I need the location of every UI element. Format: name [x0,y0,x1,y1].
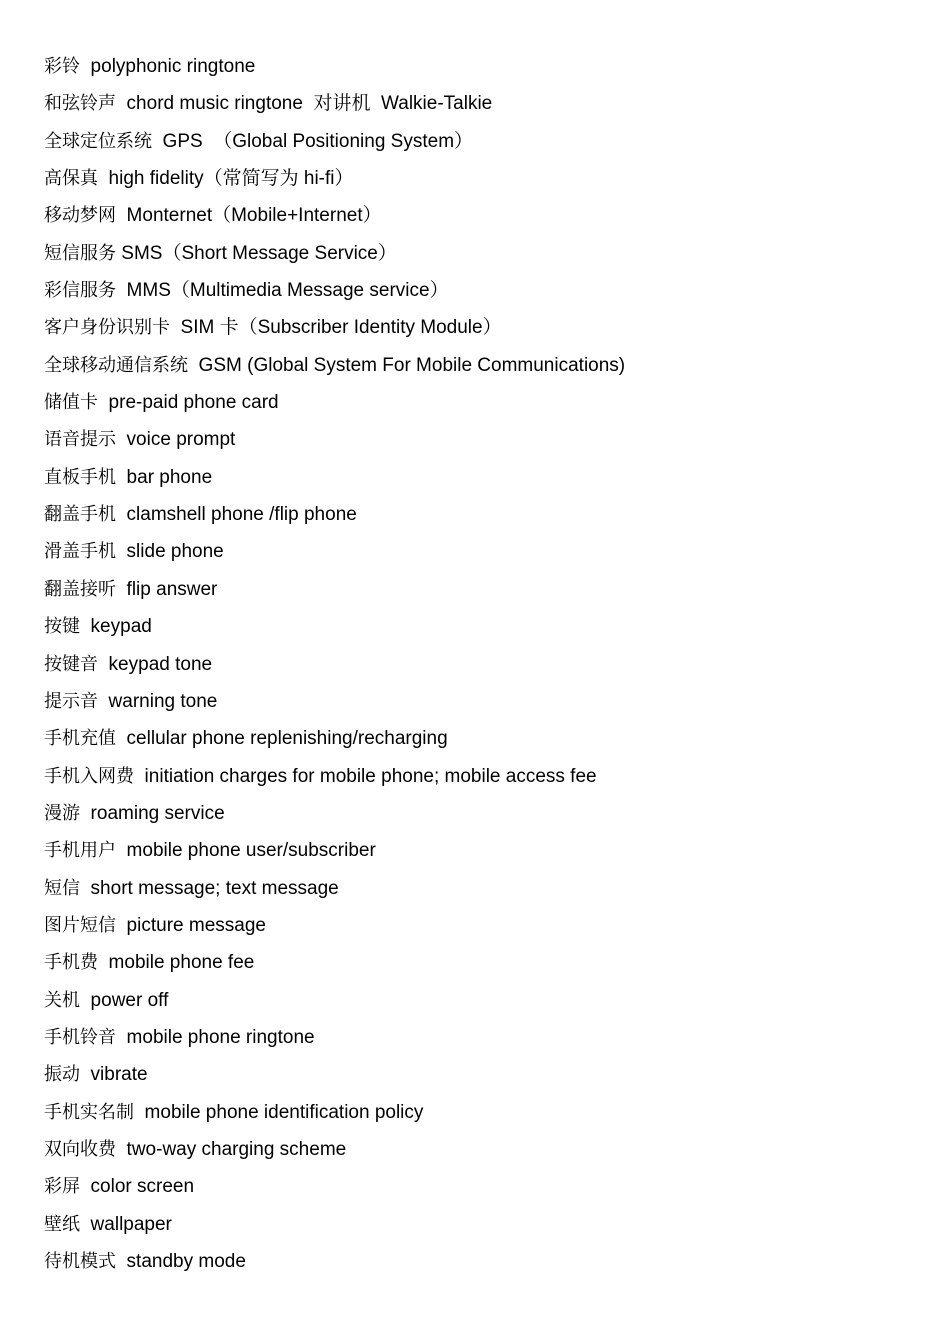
chinese-term: 手机实名制 [44,1101,134,1123]
glossary-entry [44,683,924,720]
english-term: voice prompt [116,429,236,451]
english-term: pre-paid phone card [98,392,279,414]
chinese-term: 手机费 [44,952,98,974]
glossary-entry [44,533,924,570]
glossary-entry [44,1019,924,1056]
glossary-entry [44,870,924,907]
glossary-entry [44,944,924,981]
chinese-term: 短信服务 [44,242,116,264]
chinese-term: 彩屏 [44,1176,80,1198]
glossary-entry [44,272,924,309]
chinese-term: 手机用户 [44,840,116,862]
glossary-entry [44,384,924,421]
glossary-entry [44,758,924,795]
chinese-term: 客户身份识别卡 [44,317,170,339]
english-term: cellular phone replenishing/recharging [116,728,448,750]
glossary-entry [44,197,924,234]
chinese-term: 按键 [44,616,80,638]
english-term: chord music ringtone 对讲机 Walkie-Talkie [116,93,493,115]
english-term: keypad [80,616,152,638]
glossary-entry [44,309,924,346]
chinese-term: 手机入网费 [44,765,134,787]
glossary-entry [44,1206,924,1243]
chinese-term: 彩信服务 [44,280,116,302]
english-term: two-way charging scheme [116,1138,347,1160]
english-term: polyphonic ringtone [80,56,256,77]
glossary-entry [44,646,924,683]
english-term: color screen [80,1176,195,1198]
chinese-term: 全球定位系统 [44,130,152,152]
english-term: vibrate [80,1064,148,1086]
chinese-term: 按键音 [44,653,98,675]
english-term: GPS （Global Positioning System） [152,130,474,152]
chinese-term: 短信 [44,877,80,899]
english-term: slide phone [116,541,224,563]
chinese-term: 手机充值 [44,728,116,750]
glossary-entry [44,1168,924,1205]
glossary-entry [44,608,924,645]
english-term: power off [80,989,169,1011]
chinese-term: 和弦铃声 [44,93,116,115]
glossary-entry [44,235,924,272]
english-term: mobile phone ringtone [116,1026,315,1048]
chinese-term: 待机模式 [44,1251,116,1272]
glossary-entry [44,1131,924,1168]
chinese-term: 提示音 [44,690,98,712]
chinese-term: 振动 [44,1064,80,1086]
chinese-term: 高保真 [44,168,98,190]
chinese-term: 关机 [44,989,80,1011]
english-term: standby mode [116,1251,246,1272]
chinese-term: 移动梦网 [44,205,116,227]
chinese-term: 直板手机 [44,466,116,488]
glossary-entry [44,1056,924,1093]
chinese-term: 语音提示 [44,429,116,451]
english-term: GSM (Global System For Mobile Communications) [188,354,626,376]
english-term: MMS（Multimedia Message service） [116,280,449,302]
english-term: high fidelity（常简写为 hi-fi） [98,168,354,190]
glossary-entry [44,123,924,160]
english-term: Monternet（Mobile+Internet） [116,205,382,227]
chinese-term: 滑盖手机 [44,541,116,563]
chinese-term: 彩铃 [44,56,80,77]
english-term: warning tone [98,690,218,712]
english-term: bar phone [116,466,213,488]
english-term: mobile phone fee [98,952,255,974]
glossary-entry [44,347,924,384]
glossary-entry [44,496,924,533]
glossary-entry [44,85,924,122]
chinese-term: 翻盖接听 [44,578,116,600]
glossary-entry [44,907,924,944]
english-term: clamshell phone /flip phone [116,504,357,526]
chinese-term: 全球移动通信系统 [44,354,188,376]
glossary-entry [44,1094,924,1131]
glossary-entry [44,459,924,496]
english-term: SIM 卡（Subscriber Identity Module） [170,317,502,339]
glossary-entry [44,48,924,85]
glossary-entry [44,720,924,757]
english-term: initiation charges for mobile phone; mobile access fee [134,765,597,787]
glossary-entry [44,795,924,832]
glossary-entry [44,421,924,458]
english-term: short message; text message [80,877,339,899]
glossary-entry [44,160,924,197]
glossary-page [44,48,924,1280]
english-term: flip answer [116,578,218,600]
english-term: mobile phone user/subscriber [116,840,376,862]
english-term: roaming service [80,802,225,824]
english-term: picture message [116,914,266,936]
english-term: SMS（Short Message Service） [116,242,397,264]
glossary-entry [44,982,924,1019]
chinese-term: 手机铃音 [44,1026,116,1048]
glossary-entry [44,571,924,608]
chinese-term: 图片短信 [44,914,116,936]
english-term: keypad tone [98,653,213,675]
chinese-term: 翻盖手机 [44,504,116,526]
english-term: mobile phone identification policy [134,1101,424,1123]
chinese-term: 漫游 [44,802,80,824]
chinese-term: 双向收费 [44,1138,116,1160]
chinese-term: 储值卡 [44,392,98,414]
english-term: wallpaper [80,1213,172,1235]
glossary-entry [44,1243,924,1280]
chinese-term: 壁纸 [44,1213,80,1235]
glossary-entry [44,832,924,869]
